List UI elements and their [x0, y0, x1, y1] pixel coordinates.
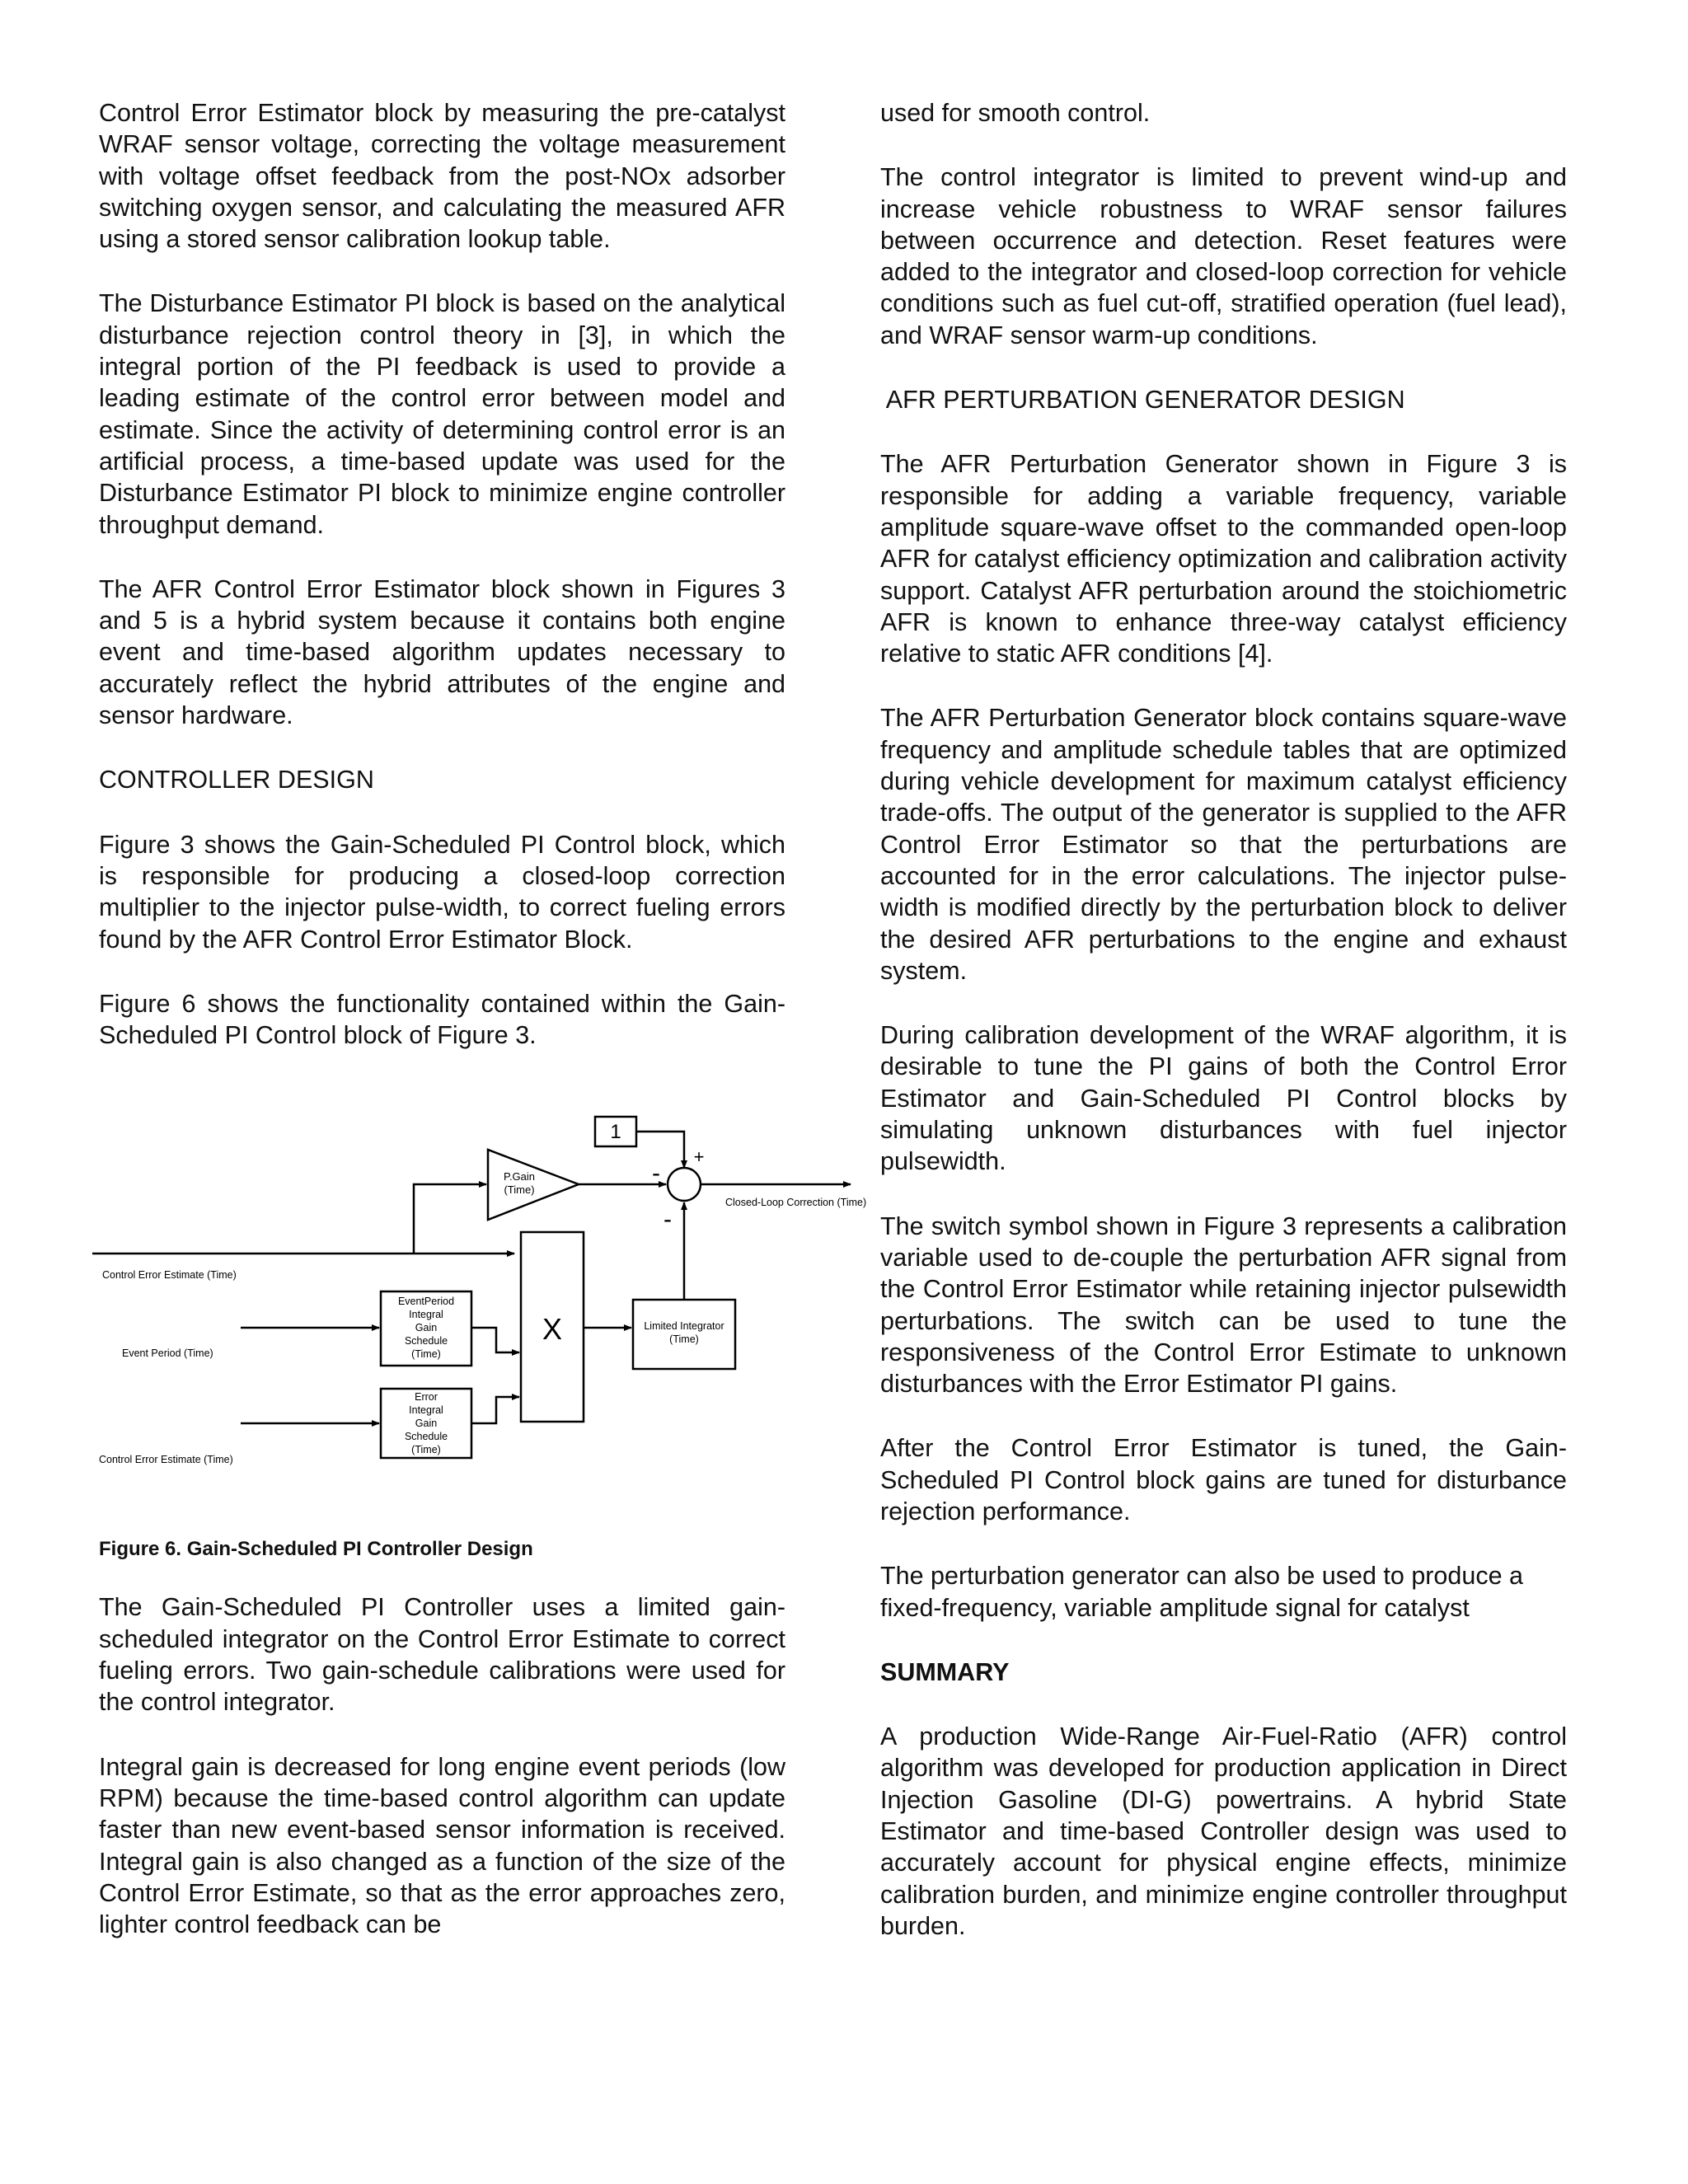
figure-6-caption: Figure 6. Gain-Scheduled PI Controller Design: [99, 1538, 533, 1561]
error-schedule-label-line-1: Error: [415, 1391, 438, 1404]
figure-6-block-diagram: [92, 1084, 867, 1537]
paragraph-limited-integrator: The Gain-Scheduled PI Controller uses a limited gain-scheduled integrator on the Control Error Estimate to correct fueling errors. Two gain-schedule calibrations were used for the control integrator.: [99, 1593, 785, 1717]
paragraph-integrator-limits: The control integrator is limited to prevent wind-up and increase vehicle robustness to WRAF sensor failures between occurrence and detection. Reset features were added to the integrator and closed-loop correction for vehicle conditions such as fuel cut-off, stratified operation (fuel lead), and WRAF sensor warm-up conditions.: [880, 163, 1567, 349]
paragraph-fixed-frequency: The perturbation generator can also be used to produce a fixed-frequency, variable amplitude signal for catalyst: [880, 1562, 1523, 1622]
heading-perturbation-design: AFR PERTURBATION GENERATOR DESIGN: [880, 386, 1405, 415]
event-period-schedule-label-line-1: EventPeriod: [397, 1296, 455, 1308]
paragraph-figure6-intro: Figure 6 shows the functionality contained within the Gain-Scheduled PI Control block of Figure 3.: [99, 989, 785, 1050]
p-gain-label-line1: P.Gain: [503, 1170, 536, 1183]
paragraph-switch-symbol: The switch symbol shown in Figure 3 represents a calibration variable used to de-couple the perturbation AFR signal from the Control Error Estimator while retaining injector pulsewidth perturbations. The switch can be used to tune the responsiveness of the Control Error Estimate to unknown disturbances with the Error Estimator PI gains.: [880, 1212, 1567, 1399]
summing-junction: [668, 1168, 701, 1201]
plus-sign: +: [693, 1146, 705, 1168]
error-schedule-label-line-4: Schedule: [404, 1431, 448, 1443]
paragraph-after-tuning: After the Control Error Estimator is tuned, the Gain-Scheduled PI Control block gains are tuned for disturbance rejection performance.: [880, 1434, 1567, 1526]
block-diagram-svg: [92, 1084, 867, 1537]
output-label: Closed-Loop Correction (Time): [725, 1197, 867, 1209]
multiply-label: X: [542, 1312, 563, 1347]
paragraph-figure3-description: Figure 3 shows the Gain-Scheduled PI Control block, which is responsible for producing a closed-loop correction multiplier to the injector pulse-width, to correct fueling errors found by the AFR Control Error Estimator Block.: [99, 830, 785, 954]
wire-sched2-to-mult: [471, 1397, 519, 1423]
event-period-schedule-label-line-5: (Time): [411, 1348, 441, 1361]
paragraph-perturbation-generator: The AFR Perturbation Generator shown in Figure 3 is responsible for adding a variable frequency, variable amplitude square-wave offset to the commanded open-loop AFR for catalyst efficiency optimization and calibration activity support. Catalyst AFR perturbation around the stoichiometric AFR is known to enhance three-way catalyst efficiency relative to static AFR conditions [4].: [880, 450, 1567, 668]
wire-const-to-sum: [636, 1132, 684, 1168]
paragraph-estimator-measurement: Control Error Estimator block by measuring the pre-catalyst WRAF sensor voltage, correcting the voltage measurement with voltage offset feedback from the post-NOx adsorber switching oxygen sensor, and calculating the measured AFR using a stored sensor calibration lookup table.: [99, 99, 785, 254]
minus-sign-bottom: -: [663, 1206, 672, 1234]
input3-label: Control Error Estimate (Time): [99, 1454, 233, 1466]
error-schedule-label-line-3: Gain: [415, 1418, 438, 1430]
paragraph-disturbance-estimator: The Disturbance Estimator PI block is based on the analytical disturbance rejection control theory in [3], in which the integral portion of the PI feedback is used to provide a leading estimate of the control error between model and estimate. Since the activity of determining control error is an artificial process, a time-based update was used for the Disturbance Estimator PI block to minimize engine controller throughput demand.: [99, 289, 785, 539]
wire-branch-to-pgain: [414, 1184, 486, 1254]
paragraph-summary: A production Wide-Range Air-Fuel-Ratio (AFR) control algorithm was developed for production application in Direct Injection Gasoline (DI-G) powertrains. A hybrid State Estimator and time-based Controller design was used to accurately account for physical engine effects, minimize calibration burden, and minimize engine controller throughput burden.: [880, 1722, 1567, 1940]
wire-sched1-to-mult: [471, 1328, 519, 1352]
event-period-schedule-label-line-2: Integral: [409, 1309, 443, 1321]
input1-label: Control Error Estimate (Time): [102, 1269, 237, 1282]
minus-sign-left: -: [652, 1160, 660, 1188]
error-schedule-label-line-2: Integral: [409, 1404, 443, 1417]
paragraph-smooth-control: used for smooth control.: [880, 99, 1151, 127]
paragraph-hybrid-system: The AFR Control Error Estimator block shown in Figures 3 and 5 is a hybrid system because it contains both engine event and time-based algorithm updates necessary to accurately reflect the hybrid attributes of the engine and sensor hardware.: [99, 574, 785, 730]
paragraph-integral-gain: Integral gain is decreased for long engine event periods (low RPM) because the time-based control algorithm can update faster than new event-based sensor information is received. Integral gain is also changed as a function of the size of the Control Error Estimate, so that as the error approaches zero, lighter control feedback can be: [99, 1752, 785, 1939]
right-column: [880, 97, 1567, 1975]
input2-label: Event Period (Time): [122, 1347, 213, 1360]
event-period-schedule-label-line-4: Schedule: [404, 1335, 448, 1347]
paragraph-calibration-development: During calibration development of the WRAF algorithm, it is desirable to tune the PI gains of both the Control Error Estimator and Gain-Scheduled PI Control blocks by simulating unknown disturbances with fuel injector pulsewidth.: [880, 1021, 1567, 1176]
integrator-label-line2: (Time): [669, 1333, 699, 1346]
event-period-schedule-label-line-3: Gain: [415, 1322, 438, 1334]
constant-one-label: 1: [610, 1121, 621, 1144]
integrator-label-line1: Limited Integrator: [644, 1320, 724, 1333]
heading-controller-design: CONTROLLER DESIGN: [99, 766, 374, 794]
paragraph-perturbation-tables: The AFR Perturbation Generator block contains square-wave frequency and amplitude schedule tables that are optimized during vehicle development for maximum catalyst efficiency trade-offs. The output of the generator is supplied to the AFR Control Error Estimator so that the perturbations are accounted for in the error calculations. The injector pulse-width is modified directly by the perturbation block to deliver the desired AFR perturbations to the engine and exhaust system.: [880, 704, 1567, 985]
left-column: [99, 97, 867, 1973]
p-gain-label-line2: (Time): [504, 1183, 535, 1197]
heading-summary: SUMMARY: [880, 1657, 1010, 1686]
error-schedule-label-line-5: (Time): [411, 1444, 441, 1456]
